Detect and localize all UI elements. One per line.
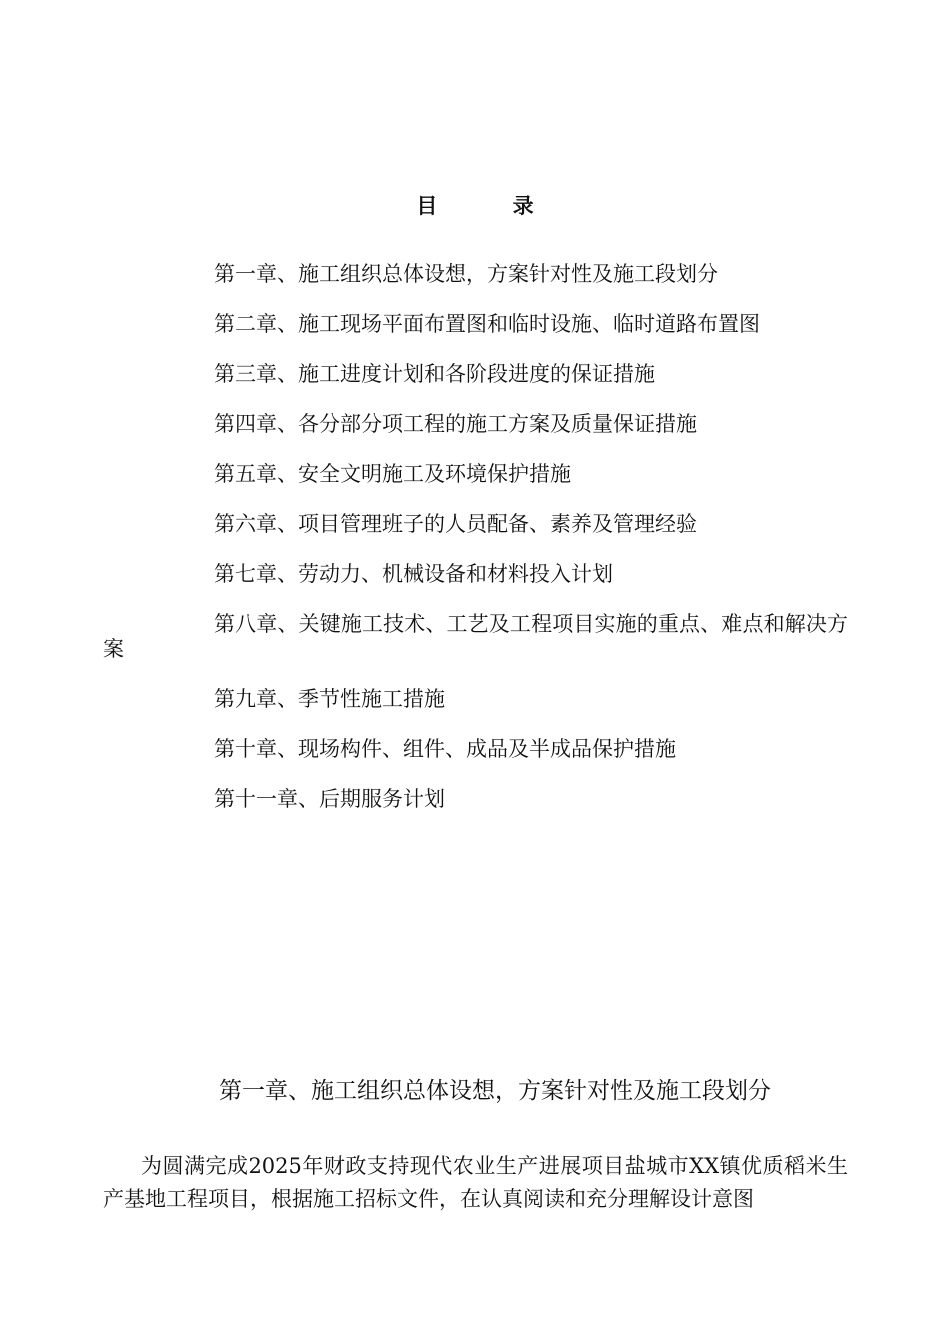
toc-item: 第二章、施工现场平面布置图和临时设施、临时道路布置图	[214, 312, 760, 336]
toc-item: 第十一章、后期服务计划	[214, 787, 445, 811]
toc-item: 第八章、关键施工技术、工艺及工程项目实施的重点、难点和解决方案	[103, 612, 848, 661]
body-paragraph: 为圆满完成2025年财政支持现代农业生产进展项目盐城市XX镇优质稻米生产基地工程项目，根据施工招标文件，在认真阅读和充分理解设计意图	[103, 1154, 848, 1211]
toc-title: 目 录	[416, 193, 568, 218]
toc-item: 第十章、现场构件、组件、成品及半成品保护措施	[214, 737, 676, 761]
toc-item: 第三章、施工进度计划和各阶段进度的保证措施	[214, 362, 655, 386]
toc-item: 第一章、施工组织总体设想，方案针对性及施工段划分	[214, 262, 718, 286]
chapter-heading: 第一章、施工组织总体设想，方案针对性及施工段划分	[219, 1078, 771, 1104]
toc-item: 第九章、季节性施工措施	[214, 687, 445, 711]
table-of-contents	[103, 262, 848, 837]
toc-item: 第七章、劳动力、机械设备和材料投入计划	[214, 562, 613, 586]
toc-item: 第六章、项目管理班子的人员配备、素养及管理经验	[214, 512, 697, 536]
toc-item: 第四章、各分部分项工程的施工方案及质量保证措施	[214, 412, 697, 436]
toc-item: 第五章、安全文明施工及环境保护措施	[214, 462, 571, 486]
